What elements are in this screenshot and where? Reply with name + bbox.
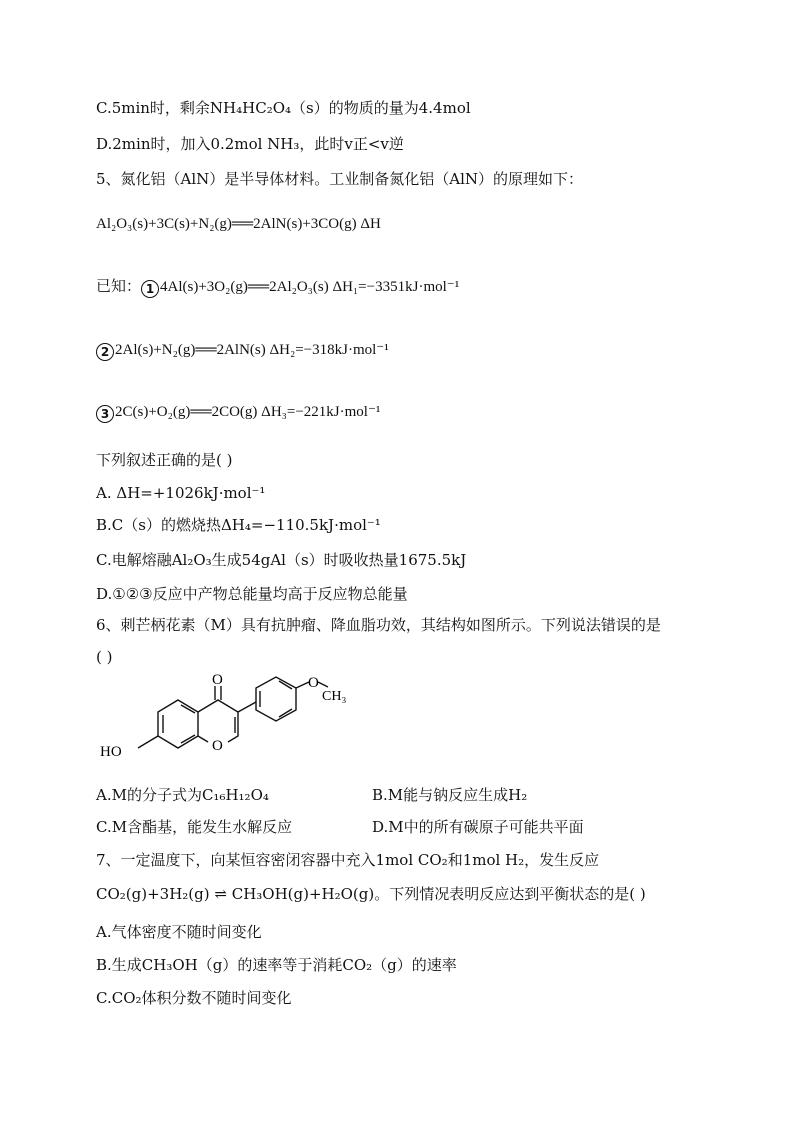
q6-stem: 6、刺芒柄花素（M）具有抗肿瘤、降血脂功效，其结构如图所示。下列说法错误的是 xyxy=(96,616,661,634)
methyl-label: CH₃ xyxy=(322,689,346,704)
q7-option-c: C.CO₂体积分数不随时间变化 xyxy=(96,989,292,1007)
q6-paren: ( ) xyxy=(96,648,113,666)
q5-option-d: D.①②③反应中产物总能量均高于反应物总能量 xyxy=(96,585,408,603)
q5-known-eq3 xyxy=(96,401,380,423)
q6-option-a: A.M的分子式为C₁₆H₁₂O₄ xyxy=(96,786,269,804)
q7-option-b: B.生成CH₃OH（g）的速率等于消耗CO₂（g）的速率 xyxy=(96,956,457,974)
q5-main-equation: Al₂O₃(s)+3C(s)+N₂(g)══2AlN(s)+3CO(g) ΔH xyxy=(96,216,381,232)
formononetin-structure xyxy=(96,672,346,772)
q5-eq3: 2C(s)+O₂(g)══2CO(g) ΔH₃=−221kJ·mol⁻¹ xyxy=(115,404,381,420)
q5-question: 下列叙述正确的是( ) xyxy=(96,451,233,469)
q5-option-b: B.C（s）的燃烧热ΔH₄=−110.5kJ·mol⁻¹ xyxy=(96,516,381,534)
circle-2-icon: 2 xyxy=(96,343,114,361)
q7-option-a: A.气体密度不随时间变化 xyxy=(96,923,262,941)
q4-option-c: C.5min时，剩余NH₄HC₂O₄（s）的物质的量为4.4mol xyxy=(96,99,471,117)
ketone-oxygen-label: O xyxy=(212,672,223,688)
q5-known-eq1 xyxy=(96,276,459,298)
q5-known-label: 已知： xyxy=(96,277,142,295)
q5-eq2: 2Al(s)+N₂(g)══2AlN(s) ΔH₂=−318kJ·mol⁻¹ xyxy=(115,342,389,358)
circle-1-icon: 1 xyxy=(141,280,159,298)
q6-option-c: C.M含酯基，能发生水解反应 xyxy=(96,818,293,836)
ring-oxygen-label: O xyxy=(212,738,223,754)
q5-eq1: 4Al(s)+3O₂(g)══2Al₂O₃(s) ΔH₁=−3351kJ·mol⁻¹ xyxy=(160,279,460,295)
q5-stem: 5、氮化铝（AlN）是半导体材料。工业制备氮化铝（AlN）的原理如下： xyxy=(96,170,584,188)
circle-3-icon: 3 xyxy=(96,405,114,423)
ether-oxygen-label: O xyxy=(308,675,319,691)
q7-reaction: CO₂(g)+3H₂(g) ⇌ CH₃OH(g)+H₂O(g)。下列情况表明反应达到平衡状态的是( ) xyxy=(96,885,646,903)
q4-option-d: D.2min时，加入0.2mol NH₃，此时v正<v逆 xyxy=(96,135,404,153)
q5-option-c: C.电解熔融Al₂O₃生成54gAl（s）时吸收热量1675.5kJ xyxy=(96,551,467,569)
q6-option-b: B.M能与钠反应生成H₂ xyxy=(372,786,528,804)
q7-stem: 7、一定温度下，向某恒容密闭容器中充入1mol CO₂和1mol H₂，发生反应 xyxy=(96,851,600,869)
q6-option-d: D.M中的所有碳原子可能共平面 xyxy=(372,818,584,836)
q5-known-eq2 xyxy=(96,339,389,361)
hydroxyl-label: HO xyxy=(100,744,122,760)
q5-option-a: A. ΔH=+1026kJ·mol⁻¹ xyxy=(96,484,266,502)
